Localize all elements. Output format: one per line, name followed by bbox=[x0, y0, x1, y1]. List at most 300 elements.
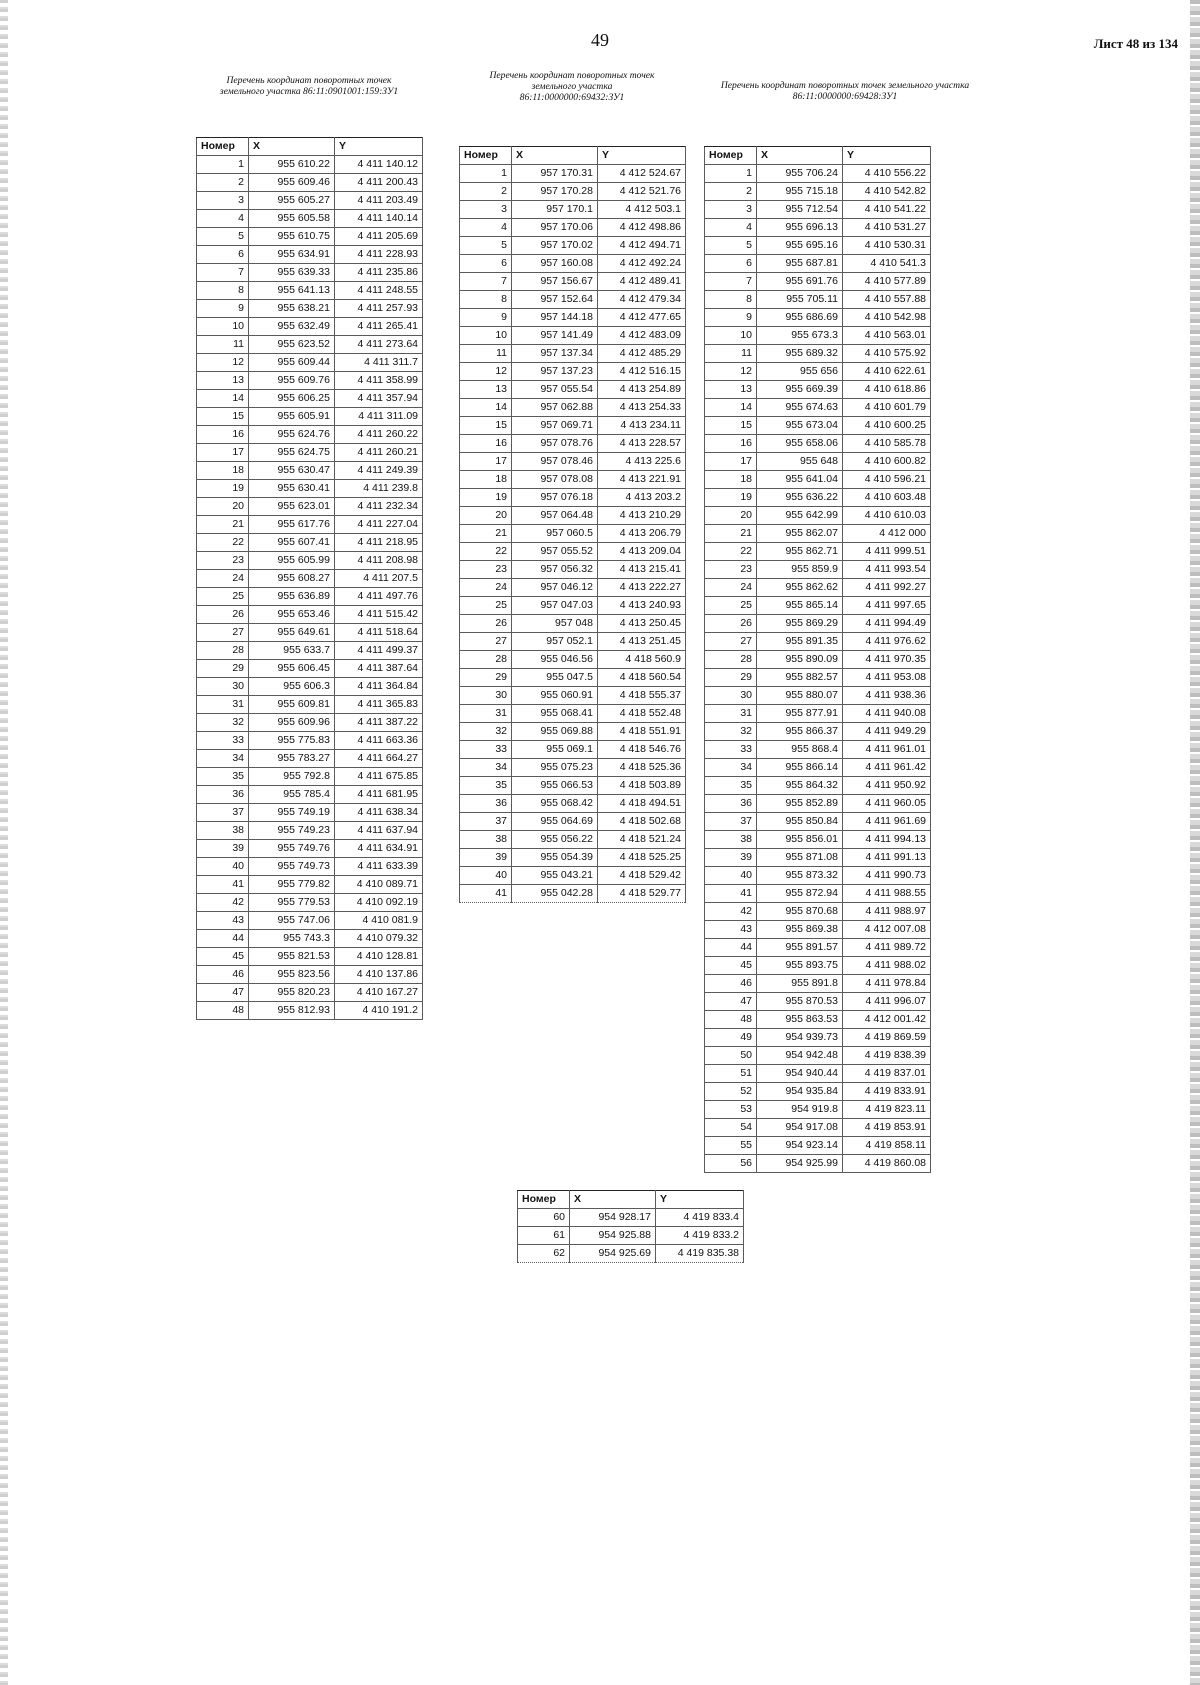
x-coordinate-cell: 955 630.41 bbox=[249, 480, 335, 498]
point-number-cell: 5 bbox=[197, 228, 249, 246]
table-row bbox=[197, 822, 423, 840]
point-number-cell: 6 bbox=[197, 246, 249, 264]
header-x: X bbox=[570, 1191, 656, 1209]
table-row bbox=[197, 156, 423, 174]
table-row bbox=[705, 633, 931, 651]
x-coordinate-cell: 957 064.48 bbox=[512, 507, 598, 525]
y-coordinate-cell: 4 411 200.43 bbox=[335, 174, 423, 192]
table-row bbox=[460, 381, 686, 399]
header-x: X bbox=[757, 147, 843, 165]
point-number-cell: 19 bbox=[197, 480, 249, 498]
point-number-cell: 17 bbox=[197, 444, 249, 462]
x-coordinate-cell: 955 882.57 bbox=[757, 669, 843, 687]
point-number-cell: 1 bbox=[460, 165, 512, 183]
x-coordinate-cell: 955 632.49 bbox=[249, 318, 335, 336]
point-number-cell: 11 bbox=[705, 345, 757, 363]
point-number-cell: 13 bbox=[197, 372, 249, 390]
table-row bbox=[460, 597, 686, 615]
table-row bbox=[197, 408, 423, 426]
point-number-cell: 5 bbox=[705, 237, 757, 255]
point-number-cell: 6 bbox=[705, 255, 757, 273]
x-coordinate-cell: 955 705.11 bbox=[757, 291, 843, 309]
point-number-cell: 44 bbox=[197, 930, 249, 948]
x-coordinate-cell: 955 880.07 bbox=[757, 687, 843, 705]
x-coordinate-cell: 957 156.67 bbox=[512, 273, 598, 291]
x-coordinate-cell: 955 891.57 bbox=[757, 939, 843, 957]
point-number-cell: 38 bbox=[197, 822, 249, 840]
point-number-cell: 41 bbox=[197, 876, 249, 894]
x-coordinate-cell: 955 638.21 bbox=[249, 300, 335, 318]
table-row bbox=[705, 669, 931, 687]
table-row bbox=[460, 741, 686, 759]
point-number-cell: 16 bbox=[460, 435, 512, 453]
table-row bbox=[460, 489, 686, 507]
table-row bbox=[460, 633, 686, 651]
y-coordinate-cell: 4 418 546.76 bbox=[598, 741, 686, 759]
y-coordinate-cell: 4 413 240.93 bbox=[598, 597, 686, 615]
table-row bbox=[460, 813, 686, 831]
table-row bbox=[197, 498, 423, 516]
table-row bbox=[705, 885, 931, 903]
y-coordinate-cell: 4 410 167.27 bbox=[335, 984, 423, 1002]
x-coordinate-cell: 957 144.18 bbox=[512, 309, 598, 327]
y-coordinate-cell: 4 411 681.95 bbox=[335, 786, 423, 804]
x-coordinate-cell: 955 689.32 bbox=[757, 345, 843, 363]
y-coordinate-cell: 4 410 541.22 bbox=[843, 201, 931, 219]
x-coordinate-cell: 955 658.06 bbox=[757, 435, 843, 453]
table-row bbox=[197, 696, 423, 714]
point-number-cell: 36 bbox=[197, 786, 249, 804]
table-row bbox=[460, 579, 686, 597]
table-row bbox=[705, 273, 931, 291]
x-coordinate-cell: 954 925.88 bbox=[570, 1227, 656, 1245]
table-row bbox=[197, 750, 423, 768]
x-coordinate-cell: 955 865.14 bbox=[757, 597, 843, 615]
y-coordinate-cell: 4 410 191.2 bbox=[335, 1002, 423, 1020]
y-coordinate-cell: 4 413 225.6 bbox=[598, 453, 686, 471]
table-row bbox=[197, 570, 423, 588]
point-number-cell: 43 bbox=[197, 912, 249, 930]
point-number-cell: 25 bbox=[460, 597, 512, 615]
coordinates-table-1 bbox=[196, 137, 423, 1020]
y-coordinate-cell: 4 413 254.89 bbox=[598, 381, 686, 399]
x-coordinate-cell: 955 743.3 bbox=[249, 930, 335, 948]
x-coordinate-cell: 955 869.29 bbox=[757, 615, 843, 633]
table-row bbox=[460, 795, 686, 813]
y-coordinate-cell: 4 412 521.76 bbox=[598, 183, 686, 201]
y-coordinate-cell: 4 412 489.41 bbox=[598, 273, 686, 291]
table-row bbox=[705, 201, 931, 219]
x-coordinate-cell: 954 925.69 bbox=[570, 1245, 656, 1263]
y-coordinate-cell: 4 411 257.93 bbox=[335, 300, 423, 318]
y-coordinate-cell: 4 413 209.04 bbox=[598, 543, 686, 561]
y-coordinate-cell: 4 412 524.67 bbox=[598, 165, 686, 183]
table-row bbox=[460, 309, 686, 327]
table-row bbox=[705, 471, 931, 489]
x-coordinate-cell: 955 068.42 bbox=[512, 795, 598, 813]
x-coordinate-cell: 955 609.76 bbox=[249, 372, 335, 390]
header-number: Номер bbox=[705, 147, 757, 165]
point-number-cell: 47 bbox=[705, 993, 757, 1011]
y-coordinate-cell: 4 419 833.91 bbox=[843, 1083, 931, 1101]
x-coordinate-cell: 957 076.18 bbox=[512, 489, 598, 507]
x-coordinate-cell: 955 624.76 bbox=[249, 426, 335, 444]
y-coordinate-cell: 4 411 976.62 bbox=[843, 633, 931, 651]
y-coordinate-cell: 4 411 260.22 bbox=[335, 426, 423, 444]
point-number-cell: 20 bbox=[197, 498, 249, 516]
table-row bbox=[460, 201, 686, 219]
x-coordinate-cell: 955 636.89 bbox=[249, 588, 335, 606]
table-row bbox=[197, 1002, 423, 1020]
point-number-cell: 48 bbox=[705, 1011, 757, 1029]
point-number-cell: 23 bbox=[460, 561, 512, 579]
point-number-cell: 18 bbox=[705, 471, 757, 489]
point-number-cell: 28 bbox=[197, 642, 249, 660]
table-row bbox=[460, 543, 686, 561]
table-row bbox=[705, 1155, 931, 1173]
table-row bbox=[518, 1245, 744, 1263]
y-coordinate-cell: 4 418 552.48 bbox=[598, 705, 686, 723]
point-number-cell: 41 bbox=[460, 885, 512, 903]
y-coordinate-cell: 4 411 518.64 bbox=[335, 624, 423, 642]
header-x: X bbox=[512, 147, 598, 165]
y-coordinate-cell: 4 413 210.29 bbox=[598, 507, 686, 525]
y-coordinate-cell: 4 411 638.34 bbox=[335, 804, 423, 822]
x-coordinate-cell: 955 749.73 bbox=[249, 858, 335, 876]
table-row bbox=[705, 615, 931, 633]
point-number-cell: 34 bbox=[460, 759, 512, 777]
y-coordinate-cell: 4 410 596.21 bbox=[843, 471, 931, 489]
point-number-cell: 2 bbox=[705, 183, 757, 201]
y-coordinate-cell: 4 411 996.07 bbox=[843, 993, 931, 1011]
x-coordinate-cell: 955 673.3 bbox=[757, 327, 843, 345]
y-coordinate-cell: 4 411 140.14 bbox=[335, 210, 423, 228]
y-coordinate-cell: 4 412 007.08 bbox=[843, 921, 931, 939]
table-row bbox=[705, 759, 931, 777]
x-coordinate-cell: 955 779.53 bbox=[249, 894, 335, 912]
table-row bbox=[705, 1119, 931, 1137]
x-coordinate-cell: 954 940.44 bbox=[757, 1065, 843, 1083]
x-coordinate-cell: 955 792.8 bbox=[249, 768, 335, 786]
x-coordinate-cell: 955 862.07 bbox=[757, 525, 843, 543]
table-row bbox=[197, 336, 423, 354]
x-coordinate-cell: 955 871.08 bbox=[757, 849, 843, 867]
y-coordinate-cell: 4 411 675.85 bbox=[335, 768, 423, 786]
point-number-cell: 3 bbox=[460, 201, 512, 219]
sheet-label: Лист 48 из 134 bbox=[1093, 36, 1178, 51]
y-coordinate-cell: 4 411 953.08 bbox=[843, 669, 931, 687]
x-coordinate-cell: 955 605.27 bbox=[249, 192, 335, 210]
x-coordinate-cell: 955 866.14 bbox=[757, 759, 843, 777]
y-coordinate-cell: 4 411 208.98 bbox=[335, 552, 423, 570]
point-number-cell: 15 bbox=[197, 408, 249, 426]
point-number-cell: 62 bbox=[518, 1245, 570, 1263]
x-coordinate-cell: 955 696.13 bbox=[757, 219, 843, 237]
point-number-cell: 2 bbox=[460, 183, 512, 201]
point-number-cell: 4 bbox=[705, 219, 757, 237]
table-row bbox=[197, 840, 423, 858]
table-row bbox=[705, 993, 931, 1011]
table-row bbox=[705, 507, 931, 525]
y-coordinate-cell: 4 411 205.69 bbox=[335, 228, 423, 246]
table-row bbox=[197, 984, 423, 1002]
table-row bbox=[460, 507, 686, 525]
y-coordinate-cell: 4 413 250.45 bbox=[598, 615, 686, 633]
point-number-cell: 24 bbox=[460, 579, 512, 597]
table-row bbox=[460, 723, 686, 741]
point-number-cell: 29 bbox=[705, 669, 757, 687]
point-number-cell: 32 bbox=[197, 714, 249, 732]
y-coordinate-cell: 4 419 823.11 bbox=[843, 1101, 931, 1119]
point-number-cell: 26 bbox=[197, 606, 249, 624]
y-coordinate-cell: 4 410 622.61 bbox=[843, 363, 931, 381]
point-number-cell: 20 bbox=[705, 507, 757, 525]
table-row bbox=[705, 255, 931, 273]
y-coordinate-cell: 4 410 081.9 bbox=[335, 912, 423, 930]
y-coordinate-cell: 4 410 577.89 bbox=[843, 273, 931, 291]
table-row bbox=[197, 534, 423, 552]
point-number-cell: 25 bbox=[197, 588, 249, 606]
table-row bbox=[460, 849, 686, 867]
x-coordinate-cell: 955 075.23 bbox=[512, 759, 598, 777]
y-coordinate-cell: 4 411 218.95 bbox=[335, 534, 423, 552]
table-row bbox=[705, 1101, 931, 1119]
x-coordinate-cell: 955 606.45 bbox=[249, 660, 335, 678]
table-row bbox=[460, 291, 686, 309]
point-number-cell: 42 bbox=[705, 903, 757, 921]
y-coordinate-cell: 4 411 637.94 bbox=[335, 822, 423, 840]
point-number-cell: 16 bbox=[705, 435, 757, 453]
x-coordinate-cell: 955 633.7 bbox=[249, 642, 335, 660]
point-number-cell: 37 bbox=[460, 813, 512, 831]
point-number-cell: 25 bbox=[705, 597, 757, 615]
y-coordinate-cell: 4 413 222.27 bbox=[598, 579, 686, 597]
x-coordinate-cell: 957 160.08 bbox=[512, 255, 598, 273]
point-number-cell: 19 bbox=[460, 489, 512, 507]
x-coordinate-cell: 955 872.94 bbox=[757, 885, 843, 903]
table-row bbox=[705, 543, 931, 561]
x-coordinate-cell: 955 674.63 bbox=[757, 399, 843, 417]
y-coordinate-cell: 4 410 128.81 bbox=[335, 948, 423, 966]
x-coordinate-cell: 955 749.23 bbox=[249, 822, 335, 840]
point-number-cell: 9 bbox=[705, 309, 757, 327]
y-coordinate-cell: 4 419 835.38 bbox=[656, 1245, 744, 1263]
y-coordinate-cell: 4 419 833.2 bbox=[656, 1227, 744, 1245]
table-row bbox=[197, 678, 423, 696]
point-number-cell: 29 bbox=[197, 660, 249, 678]
point-number-cell: 35 bbox=[460, 777, 512, 795]
y-coordinate-cell: 4 410 603.48 bbox=[843, 489, 931, 507]
point-number-cell: 47 bbox=[197, 984, 249, 1002]
y-coordinate-cell: 4 411 497.76 bbox=[335, 588, 423, 606]
point-number-cell: 1 bbox=[705, 165, 757, 183]
point-number-cell: 2 bbox=[197, 174, 249, 192]
x-coordinate-cell: 955 054.39 bbox=[512, 849, 598, 867]
x-coordinate-cell: 955 785.4 bbox=[249, 786, 335, 804]
table-row bbox=[197, 192, 423, 210]
table-row bbox=[705, 831, 931, 849]
x-coordinate-cell: 954 942.48 bbox=[757, 1047, 843, 1065]
table-row bbox=[197, 282, 423, 300]
x-coordinate-cell: 955 686.69 bbox=[757, 309, 843, 327]
x-coordinate-cell: 955 859.9 bbox=[757, 561, 843, 579]
table-row bbox=[705, 921, 931, 939]
y-coordinate-cell: 4 419 833.4 bbox=[656, 1209, 744, 1227]
table-row bbox=[197, 462, 423, 480]
y-coordinate-cell: 4 410 563.01 bbox=[843, 327, 931, 345]
table-row bbox=[460, 777, 686, 795]
point-number-cell: 23 bbox=[705, 561, 757, 579]
x-coordinate-cell: 955 863.53 bbox=[757, 1011, 843, 1029]
table-row bbox=[705, 651, 931, 669]
table1-caption: Перечень координат поворотных точек земельного участка 86:11:0901001:159:ЗУ1 bbox=[219, 75, 399, 97]
point-number-cell: 45 bbox=[197, 948, 249, 966]
point-number-cell: 30 bbox=[197, 678, 249, 696]
y-coordinate-cell: 4 413 206.79 bbox=[598, 525, 686, 543]
table-row bbox=[197, 354, 423, 372]
table-row bbox=[705, 1011, 931, 1029]
x-coordinate-cell: 955 687.81 bbox=[757, 255, 843, 273]
point-number-cell: 31 bbox=[705, 705, 757, 723]
y-coordinate-cell: 4 419 853.91 bbox=[843, 1119, 931, 1137]
table-row bbox=[705, 687, 931, 705]
x-coordinate-cell: 957 047.03 bbox=[512, 597, 598, 615]
point-number-cell: 8 bbox=[705, 291, 757, 309]
x-coordinate-cell: 955 890.09 bbox=[757, 651, 843, 669]
point-number-cell: 5 bbox=[460, 237, 512, 255]
x-coordinate-cell: 955 068.41 bbox=[512, 705, 598, 723]
table-row bbox=[705, 597, 931, 615]
x-coordinate-cell: 955 783.27 bbox=[249, 750, 335, 768]
y-coordinate-cell: 4 411 357.94 bbox=[335, 390, 423, 408]
x-coordinate-cell: 957 060.5 bbox=[512, 525, 598, 543]
table-row bbox=[460, 255, 686, 273]
y-coordinate-cell: 4 413 228.57 bbox=[598, 435, 686, 453]
x-coordinate-cell: 955 609.96 bbox=[249, 714, 335, 732]
table-row bbox=[197, 966, 423, 984]
table-row bbox=[705, 417, 931, 435]
y-coordinate-cell: 4 410 610.03 bbox=[843, 507, 931, 525]
table-row bbox=[705, 795, 931, 813]
table-row bbox=[197, 174, 423, 192]
y-coordinate-cell: 4 411 950.92 bbox=[843, 777, 931, 795]
x-coordinate-cell: 955 623.01 bbox=[249, 498, 335, 516]
x-coordinate-cell: 955 856.01 bbox=[757, 831, 843, 849]
point-number-cell: 46 bbox=[197, 966, 249, 984]
point-number-cell: 32 bbox=[460, 723, 512, 741]
table-row bbox=[197, 300, 423, 318]
point-number-cell: 17 bbox=[705, 453, 757, 471]
table-row bbox=[460, 363, 686, 381]
header-number: Номер bbox=[518, 1191, 570, 1209]
y-coordinate-cell: 4 418 555.37 bbox=[598, 687, 686, 705]
x-coordinate-cell: 957 170.31 bbox=[512, 165, 598, 183]
table-row bbox=[197, 876, 423, 894]
x-coordinate-cell: 955 812.93 bbox=[249, 1002, 335, 1020]
x-coordinate-cell: 955 669.39 bbox=[757, 381, 843, 399]
y-coordinate-cell: 4 410 542.82 bbox=[843, 183, 931, 201]
table-row bbox=[705, 219, 931, 237]
table-row bbox=[197, 444, 423, 462]
x-coordinate-cell: 955 852.89 bbox=[757, 795, 843, 813]
y-coordinate-cell: 4 411 365.83 bbox=[335, 696, 423, 714]
table-row bbox=[705, 975, 931, 993]
y-coordinate-cell: 4 412 477.65 bbox=[598, 309, 686, 327]
x-coordinate-cell: 955 623.52 bbox=[249, 336, 335, 354]
point-number-cell: 10 bbox=[705, 327, 757, 345]
table-row bbox=[197, 858, 423, 876]
point-number-cell: 54 bbox=[705, 1119, 757, 1137]
y-coordinate-cell: 4 411 207.5 bbox=[335, 570, 423, 588]
x-coordinate-cell: 955 634.91 bbox=[249, 246, 335, 264]
x-coordinate-cell: 957 137.34 bbox=[512, 345, 598, 363]
table-row bbox=[705, 309, 931, 327]
point-number-cell: 40 bbox=[197, 858, 249, 876]
y-coordinate-cell: 4 411 988.55 bbox=[843, 885, 931, 903]
x-coordinate-cell: 955 042.28 bbox=[512, 885, 598, 903]
point-number-cell: 38 bbox=[460, 831, 512, 849]
table-row bbox=[197, 642, 423, 660]
point-number-cell: 3 bbox=[705, 201, 757, 219]
x-coordinate-cell: 955 870.53 bbox=[757, 993, 843, 1011]
y-coordinate-cell: 4 411 228.93 bbox=[335, 246, 423, 264]
y-coordinate-cell: 4 410 601.79 bbox=[843, 399, 931, 417]
x-coordinate-cell: 955 715.18 bbox=[757, 183, 843, 201]
point-number-cell: 48 bbox=[197, 1002, 249, 1020]
table-header-row bbox=[197, 138, 423, 156]
y-coordinate-cell: 4 411 999.51 bbox=[843, 543, 931, 561]
table-header-row bbox=[705, 147, 931, 165]
y-coordinate-cell: 4 411 249.39 bbox=[335, 462, 423, 480]
table-row bbox=[705, 561, 931, 579]
point-number-cell: 22 bbox=[460, 543, 512, 561]
x-coordinate-cell: 957 056.32 bbox=[512, 561, 598, 579]
x-coordinate-cell: 955 869.38 bbox=[757, 921, 843, 939]
scan-edge-right bbox=[1190, 0, 1200, 1685]
table-row bbox=[197, 930, 423, 948]
y-coordinate-cell: 4 412 001.42 bbox=[843, 1011, 931, 1029]
table-row bbox=[705, 327, 931, 345]
table-row bbox=[705, 777, 931, 795]
y-coordinate-cell: 4 411 239.8 bbox=[335, 480, 423, 498]
y-coordinate-cell: 4 412 000 bbox=[843, 525, 931, 543]
point-number-cell: 17 bbox=[460, 453, 512, 471]
x-coordinate-cell: 955 870.68 bbox=[757, 903, 843, 921]
x-coordinate-cell: 955 606.3 bbox=[249, 678, 335, 696]
point-number-cell: 26 bbox=[705, 615, 757, 633]
x-coordinate-cell: 955 706.24 bbox=[757, 165, 843, 183]
x-coordinate-cell: 955 873.32 bbox=[757, 867, 843, 885]
table-row bbox=[197, 768, 423, 786]
x-coordinate-cell: 955 779.82 bbox=[249, 876, 335, 894]
table-row bbox=[705, 345, 931, 363]
y-coordinate-cell: 4 410 079.32 bbox=[335, 930, 423, 948]
x-coordinate-cell: 957 069.71 bbox=[512, 417, 598, 435]
point-number-cell: 50 bbox=[705, 1047, 757, 1065]
table-row bbox=[705, 1137, 931, 1155]
point-number-cell: 27 bbox=[705, 633, 757, 651]
x-coordinate-cell: 955 864.32 bbox=[757, 777, 843, 795]
x-coordinate-cell: 955 695.16 bbox=[757, 237, 843, 255]
point-number-cell: 35 bbox=[705, 777, 757, 795]
table-row bbox=[705, 1029, 931, 1047]
point-number-cell: 55 bbox=[705, 1137, 757, 1155]
table-row bbox=[197, 246, 423, 264]
x-coordinate-cell: 957 055.52 bbox=[512, 543, 598, 561]
point-number-cell: 22 bbox=[197, 534, 249, 552]
x-coordinate-cell: 957 141.49 bbox=[512, 327, 598, 345]
point-number-cell: 24 bbox=[705, 579, 757, 597]
